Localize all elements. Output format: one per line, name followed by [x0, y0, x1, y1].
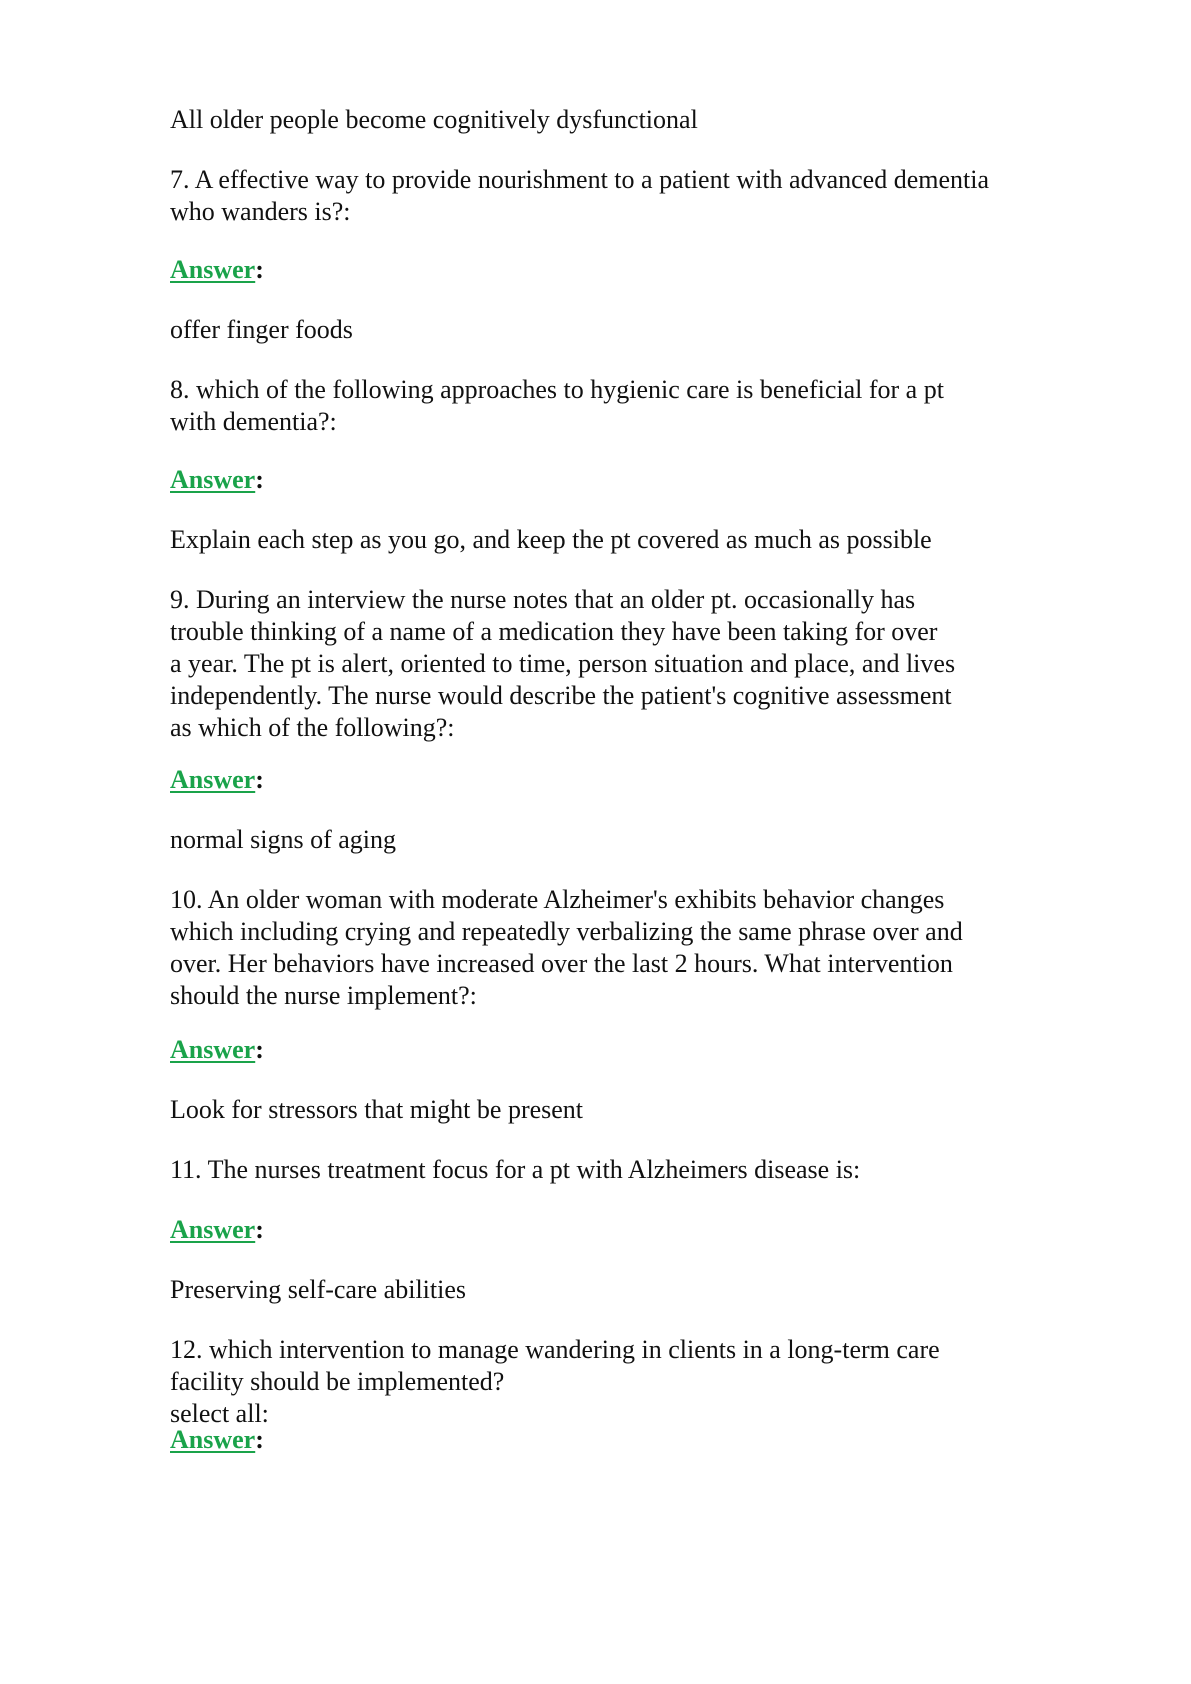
question-8: 8. which of the following approaches to hygienic care is beneficial for a pt with dementia?: [170, 375, 944, 436]
answer-label-8: Answer: [170, 465, 264, 494]
intro-answer-text: All older people become cognitively dysfunctional [170, 105, 698, 134]
question-9: 9. During an interview the nurse notes that an older pt. occasionally has trouble thinking of a name of a medication they have been taking for over a year. The pt is alert, oriented to time, person situation and place, and lives independently. The nurse would describe the patient's cognitive assessment as which of the following?: [170, 585, 956, 742]
question-11: 11. The nurses treatment focus for a pt with Alzheimers disease is: [170, 1155, 861, 1184]
question-7: 7. A effective way to provide nourishment to a patient with advanced dementia who wanders is?: [170, 165, 989, 226]
answer-link-9[interactable]: Answer [170, 765, 256, 794]
answer-label-7: Answer: [170, 255, 264, 284]
answer-label-10: Answer: [170, 1035, 264, 1064]
answer-label-11: Answer: [170, 1215, 264, 1244]
answer-link-8[interactable]: Answer [170, 465, 256, 494]
answer-text-9: normal signs of aging [170, 825, 397, 854]
answer-label-9: Answer: [170, 765, 264, 794]
answer-text-7: offer finger foods [170, 315, 353, 344]
answer-link-11[interactable]: Answer [170, 1215, 256, 1244]
answer-text-8: Explain each step as you go, and keep the pt covered as much as possible [170, 525, 932, 554]
answer-label-12: Answer: [170, 1425, 264, 1454]
answer-link-12[interactable]: Answer [170, 1425, 256, 1454]
question-10: 10. An older woman with moderate Alzheimer's exhibits behavior changes which including crying and repeatedly verbalizing the same phrase over and over. Her behaviors have increased over the last 2 hours. What intervention should the nurse implement?: [170, 885, 963, 1010]
answer-text-10: Look for stressors that might be present [170, 1095, 584, 1124]
question-12: 12. which intervention to manage wandering in clients in a long-term care facility should be implemented? select all: [170, 1335, 940, 1428]
answer-text-11: Preserving self-care abilities [170, 1275, 466, 1304]
answer-link-7[interactable]: Answer [170, 255, 256, 284]
answer-link-10[interactable]: Answer [170, 1035, 256, 1064]
